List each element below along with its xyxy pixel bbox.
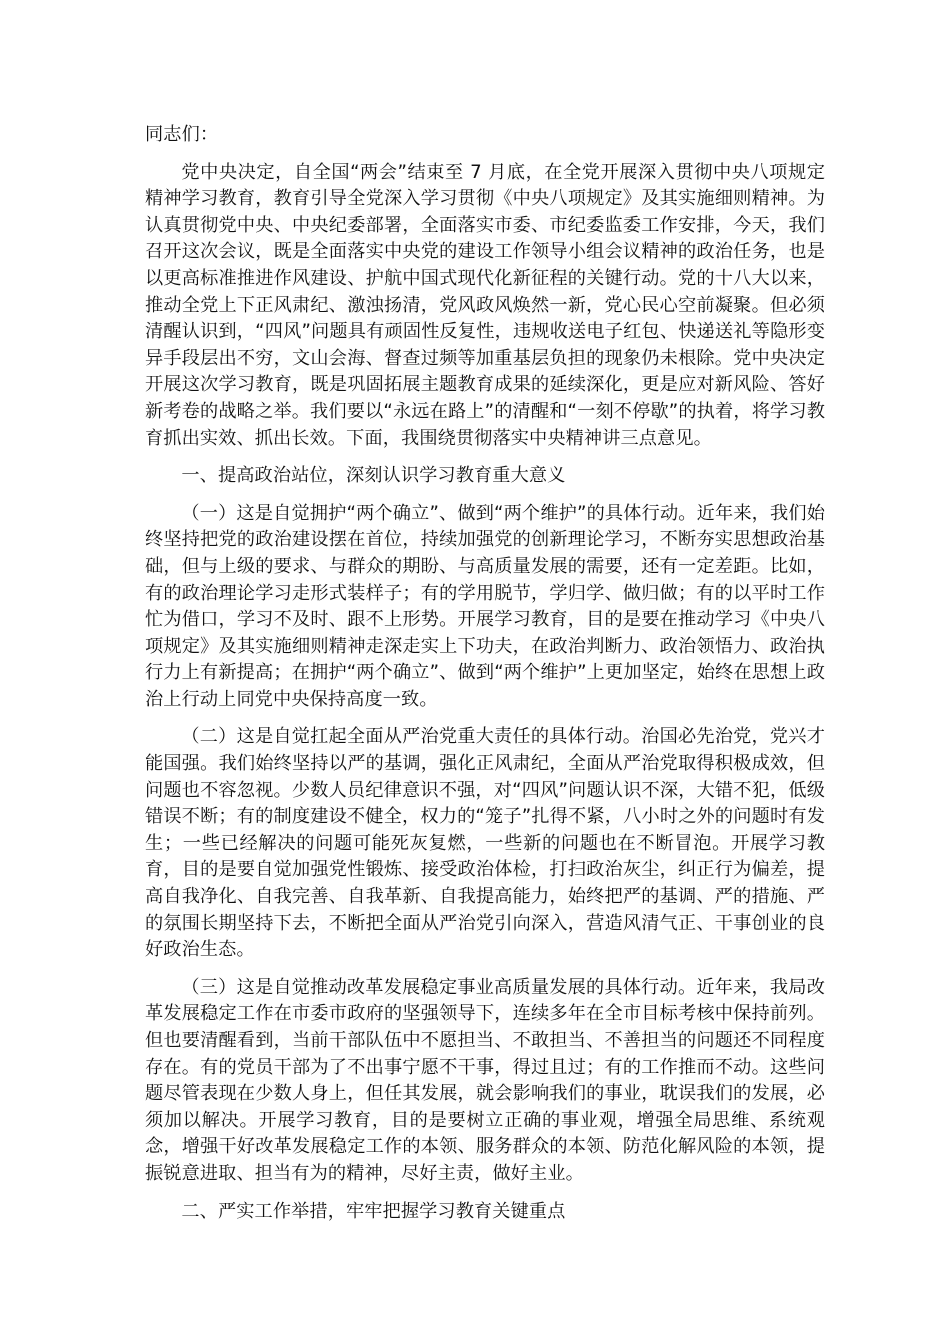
section-1-paragraph-2: （二）这是自觉扛起全面从严治党重大责任的具体行动。治国必先治党，党兴才能国强。我们始终坚持以严的基调，强化正风肃纪，全面从严治党取得积极成效，但问题也不容忽视。少数人员纪律意识不强，对“四风”问题认识不深，大错不犯，低级错误不断；有的制度建设不健全，权力的“笼子”扎得不紧，八小时之外的问题时有发生；一些已经解决的问题可能死灰复燃，一些新的问题也在不断冒泡。开展学习教育，目的是要自觉加强党性锻炼、接受政治体检，打扫政治灰尘，纠正行为偏差，提高自我净化、自我完善、自我革新、自我提高能力，始终把严的基调、严的措施、严的氛围长期坚持下去，不断把全面从严治党引向深入，营造风清气正、干事创业的良好政治生态。 xyxy=(145,726,825,961)
intro-paragraph: 党中央决定，自全国“两会”结束至 7 月底，在全党开展深入贯彻中央八项规定精神学习教育，教育引导全党深入学习贯彻《中央八项规定》及其实施细则精神。为认真贯彻党中央、中央纪委部署，全面落实市委、市纪委监委工作安排，今天，我们召开这次会议，既是全面落实中央党的建设工作领导小组会议精神的政治任务，也是以更高标准推进作风建设、护航中国式现代化新征程的关键行动。党的十八大以来，推动全党上下正风肃纪、激浊扬清，党风政风焕然一新，党心民心空前凝聚。但必须清醒认识到，“四风”问题具有顽固性反复性，违规收送电子红包、快递送礼等隐形变异手段层出不穷，文山会海、督查过频等加重基层负担的现象仍未根除。党中央决定开展这次学习教育，既是巩固拓展主题教育成果的延续深化，更是应对新风险、答好新考卷的战略之举。我们要以“永远在路上”的清醒和“一刻不停歇”的执着，将学习教育抓出实效、抓出长效。下面，我围绕贯彻落实中央精神讲三点意见。 xyxy=(145,161,825,449)
section-2-heading: 二、严实工作举措，牢牢把握学习教育关键重点 xyxy=(181,1200,566,1222)
document-body xyxy=(145,122,825,1225)
section-1-paragraph-3: （三）这是自觉推动改革发展稳定事业高质量发展的具体行动。近年来，我局改革发展稳定工作在市委市政府的坚强领导下，连续多年在全市目标考核中保持前列。但也要清醒看到，当前干部队伍中不愿担当、不敢担当、不善担当的问题还不同程度存在。有的党员干部为了不出事宁愿不干事，得过且过；有的工作推而不动。这些问题尽管表现在少数人身上，但任其发展，就会影响我们的事业，耽误我们的发展，必须加以解决。开展学习教育，目的是要树立正确的事业观，增强全局思维、系统观念，增强干好改革发展稳定工作的本领、服务群众的本领、防范化解风险的本领，提振锐意进取、担当有为的精神，尽好主责，做好主业。 xyxy=(145,976,825,1184)
section-1-paragraph-1: （一）这是自觉拥护“两个确立”、做到“两个维护”的具体行动。近年来，我们始终坚持把党的政治建设摆在首位，持续加强党的创新理论学习，不断夯实思想政治基础，但与上级的要求、与群众的期盼、与高质量发展的需要，还有一定差距。比如，有的政治理论学习走形式装样子；有的学用脱节，学归学、做归做；有的以平时工作忙为借口，学习不及时、跟不上形势。开展学习教育，目的是要在推动学习《中央八项规定》及其实施细则精神走深走实上下功夫，在政治判断力、政治领悟力、政治执行力上有新提高；在拥护“两个确立”、做到“两个维护”上更加坚定，始终在思想上政治上行动上同党中央保持高度一致。 xyxy=(145,502,825,710)
section-1-heading: 一、提高政治站位，深刻认识学习教育重大意义 xyxy=(181,465,566,487)
salutation: 同志们： xyxy=(145,124,219,145)
